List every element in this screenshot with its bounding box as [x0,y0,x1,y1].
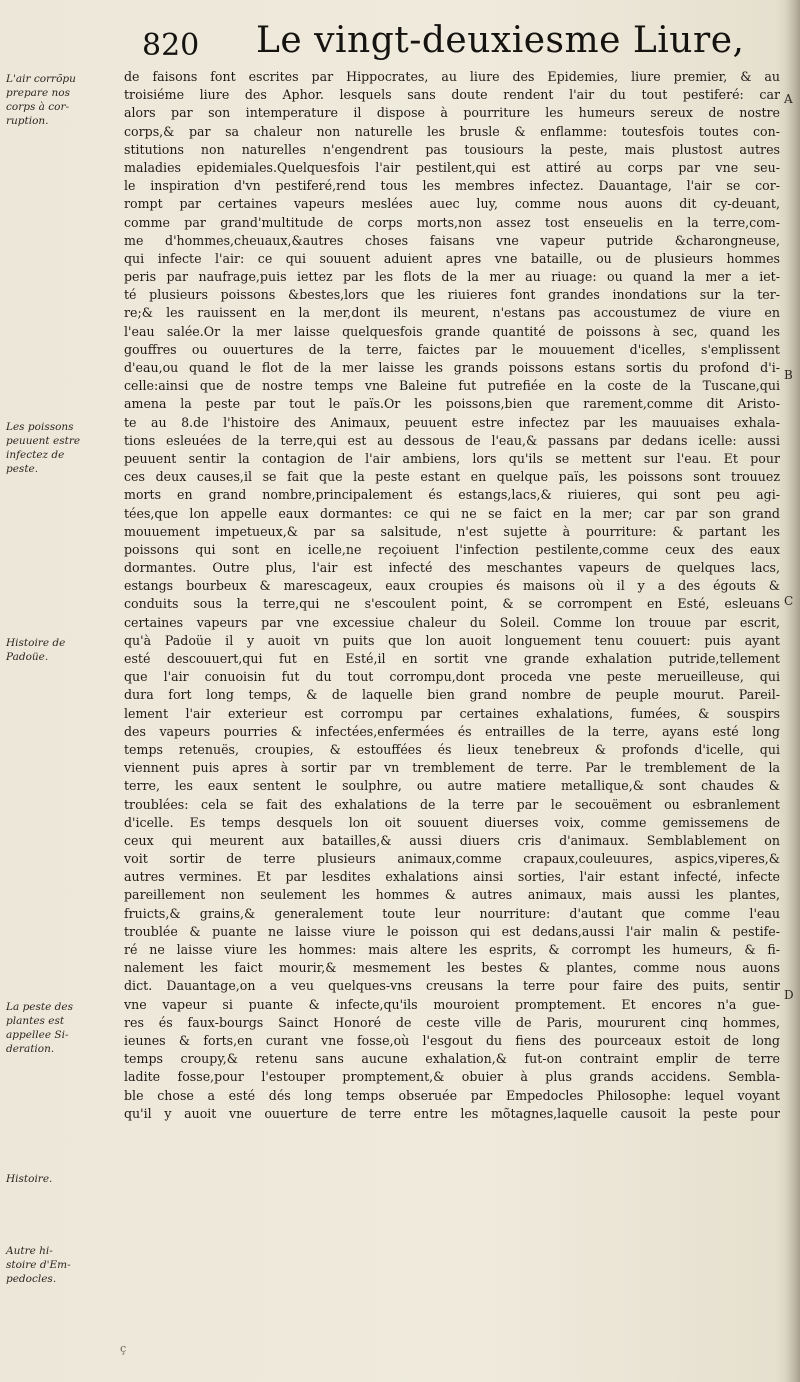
margin-note-line: L'air corrõpu [6,73,76,85]
page-header [0,14,800,70]
margin-note-line: Histoire. [6,1173,53,1185]
text-line: voit sortir de terre plusieurs animaux,comme crapaux,couleuures, aspics,viperes,& [124,851,780,867]
text-line: poissons qui sont en icelle,ne reçoiuent l'infection pestilente,comme ceux des eaux [124,541,780,557]
margin-note [6,1000,118,1056]
text-line: dict. Dauantage,on a veu quelques-vns creusans la terre pour faire des puits, sentir [124,978,780,994]
body-text [124,68,780,1123]
text-line: troublée & puante ne laisse viure le poisson qui est dedans,aussi l'air malin & pestife- [124,923,780,939]
margin-note-line: appellee Si- [6,1029,69,1041]
section-letter-a: A [784,92,793,106]
margin-note [6,636,118,664]
text-line: d'icelle. Es temps desquels lon oit souuent diuerses voix, comme gemissemens de [124,814,780,830]
margin-note-line: La peste des [6,1001,73,1013]
margin-note-line: plantes est [6,1015,65,1027]
text-line: lement l'air exterieur est corrompu par certaines exhalations, fumées, & souspirs [124,705,780,721]
margin-note-line: deration. [6,1043,55,1055]
margin-note-line: stoire d'Em- [6,1259,71,1271]
text-line: stitutions non naturelles n'engendrent pas tousiours la peste, mais plustost autres [124,141,780,157]
text-line: temps retenuës, croupies, & estouffées és lieux tenebreux & profonds d'icelle, qui [124,741,780,757]
text-line: dormantes. Outre plus, l'air est infecté des meschantes vapeurs de quelques lacs, [124,560,780,576]
text-line: certaines vapeurs par vne excessiue chaleur du Soleil. Comme lon trouue par escrit, [124,614,780,630]
text-line: estangs bourbeux & marescageux, eaux croupies és maisons où il y a des égouts & [124,578,780,594]
text-line: d'eau,ou quand le flot de la mer laisse les grands poissons estans sortis du profond d'i- [124,360,780,375]
text-line: ble chose a esté dés long temps obseruée par Empedocles Philosophe: lequel voyant [124,1087,780,1103]
text-line: mouuement impetueux,& par sa salsitude, n'est sujette à pourriture: & partant les [124,523,780,539]
running-title: Le vingt-deuxiesme Liure, [256,20,745,61]
text-line: troublées: cela se fait des exhalations de la terre par le secouëment ou esbranlement [124,796,780,812]
text-line: peris par naufrage,puis iettez par les flots de la mer au riuage: ou quand la mer a iet- [124,269,780,285]
text-line: res és faux-bourgs Sainct Honoré de ceste ville de Paris, moururent cinq hommes, [124,1014,780,1030]
text-line: peuuent sentir la contagion de l'air ambiens, lors qu'ils se mettent sur l'eau. Et pour [124,450,780,466]
catchword: ç [120,1342,127,1355]
text-line: le inspiration d'vn pestiferé,rend tous les membres infectez. Dauantage, l'air se cor- [124,178,780,194]
text-line: ceux qui meurent aux batailles,& aussi diuers cris d'animaux. Semblablement on [124,832,780,848]
margin-note [6,1172,118,1186]
margin-note-line: prepare nos [6,87,70,99]
text-line: que l'air conuoisin fut du tout corrompu,dont proceda vne peste merueilleuse, qui [124,669,780,685]
text-line: ré ne laisse viure les hommes: mais altere les esprits, & corrompt les humeurs, & fi- [124,942,780,957]
text-line: qu'à Padoüe il y auoit vn puits que lon auoit longuement tenu couuert: puis ayant [124,632,780,648]
text-line: te au 8.de l'histoire des Animaux, peuuent estre infectez par les mauuaises exhala- [124,414,780,430]
text-line: tées,que lon appelle eaux dormantes: ce qui ne se faict en la mer; car par son grand [124,505,780,521]
text-line: dura fort long temps, & de laquelle bien grand nombre de peuple mourut. Pareil- [124,687,780,703]
section-letter-d: D [784,988,794,1002]
section-letter-b: B [784,368,793,382]
text-line: morts en grand nombre,principalement és estangs,lacs,& riuieres, qui sont peu agi- [124,487,780,503]
text-line: viennent puis apres à sortir par vn tremblement de terre. Par le tremblement de la [124,760,780,776]
text-line: autres vermines. Et par lesdites exhalations ainsi sorties, l'air estant infecté, infecte [124,869,780,885]
text-line: rompt par certaines vapeurs meslées auec luy, comme nous auons dit cy-deuant, [124,196,780,212]
text-line: amena la peste par tout le païs.Or les poissons,bien que rarement,comme dit Aristo- [124,396,780,412]
margin-note-line: ruption. [6,115,49,127]
text-line: l'eau salée.Or la mer laisse quelquesfois grande quantité de poissons à sec, quand les [124,323,780,339]
margin-note-line: corps à cor- [6,101,70,113]
text-line: maladies epidemiales.Quelquesfois l'air pestilent,qui est attiré au corps par vne seu- [124,159,780,175]
section-letter-c: C [784,594,794,608]
text-line: terre, les eaux sentent le soulphre, ou autre matiere metallique,& sont chaudes & [124,778,780,794]
page-number: 820 [142,28,200,63]
text-line: alors par son intemperature il dispose à pourriture les humeurs sereux de nostre [124,105,780,121]
text-line: pareillement non seulement les hommes & autres animaux, mais aussi les plantes, [124,887,780,903]
text-line: troisiéme liure des Aphor. lesquels sans doute rendent l'air du tout pestiferé: car [124,87,780,103]
margin-note [6,1244,118,1286]
text-line: des vapeurs pourries & infectées,enfermées és entrailles de la terre, ayans esté long [124,723,780,739]
text-line: vne vapeur si puante & infecte,qu'ils mouroient promptement. Et encores n'a gue- [124,996,780,1012]
margin-note-line: pedocles. [6,1273,57,1285]
text-line: esté descouuert,qui fut en Esté,il en sortit vne grande exhalation putride,tellement [124,651,780,666]
page-edge [786,0,800,1382]
margin-note-line: Padoüe. [6,651,49,663]
text-line: nalement les faict mourir,& mesmement les bestes & plantes, comme nous auons [124,960,780,976]
text-line: me d'hommes,cheuaux,&autres choses faisans vne vapeur putride &charongneuse, [124,232,780,248]
text-line: gouffres ou ouuertures de la terre, faictes par le mouuement d'icelles, s'emplissent [124,341,780,357]
text-line: qu'il y auoit vne ouuerture de terre entre les mõtagnes,laquelle causoit la peste pour [124,1105,780,1121]
text-line: ieunes & forts,en curant vne fosse,où l'esgout du fiens des pourceaux estoit de long [124,1032,780,1048]
margin-note-line: peste. [6,463,39,475]
text-line: de faisons font escrites par Hippocrates, au liure des Epidemies, liure premier, & au [124,69,780,84]
text-line: celle:ainsi que de nostre temps vne Baleine fut putrefiée en la coste de la Tuscane,qui [124,378,780,394]
text-line: fruicts,& grains,& generalement toute leur nourriture: d'autant que comme l'eau [124,905,780,921]
text-line: re;& les rauissent en la mer,dont ils meurent, n'estans pas accoustumez de viure en [124,305,780,321]
text-line: comme par grand'multitude de corps morts,non assez tost enseuelis en la terre,com- [124,214,780,230]
text-line: tions esleuées de la terre,qui est au dessous de l'eau,& passans par dedans icelle: aussi [124,432,780,448]
margin-notes [0,0,120,1382]
margin-note-line: Les poissons [6,421,74,433]
margin-note [6,72,118,128]
margin-note-line: Histoire de [6,637,66,649]
margin-note-line: Autre hi- [6,1245,53,1257]
margin-note-line: peuuent estre [6,435,81,447]
text-line: qui infecte l'air: ce qui souuent aduient apres vne bataille, ou de plusieurs hommes [124,250,780,266]
text-line: té plusieurs poissons &bestes,lors que les riuieres font grandes inondations sur la ter- [124,287,780,303]
text-line: corps,& par sa chaleur non naturelle les brusle & enflamme: toutesfois toutes con- [124,123,780,139]
margin-note [6,420,118,476]
text-line: temps croupy,& retenu sans aucune exhalation,& fut-on contraint emplir de terre [124,1051,780,1067]
text-line: ces deux causes,il se fait que la peste estant en quelque païs, les poissons sont trouuez [124,469,780,485]
margin-note-line: infectez de [6,449,65,461]
text-line: conduits sous la terre,qui ne s'escoulent point, & se corrompent en Esté, esleuans [124,596,780,612]
text-line: ladite fosse,pour l'estouper promptement,& obuier à plus grands accidens. Sembla- [124,1069,780,1085]
